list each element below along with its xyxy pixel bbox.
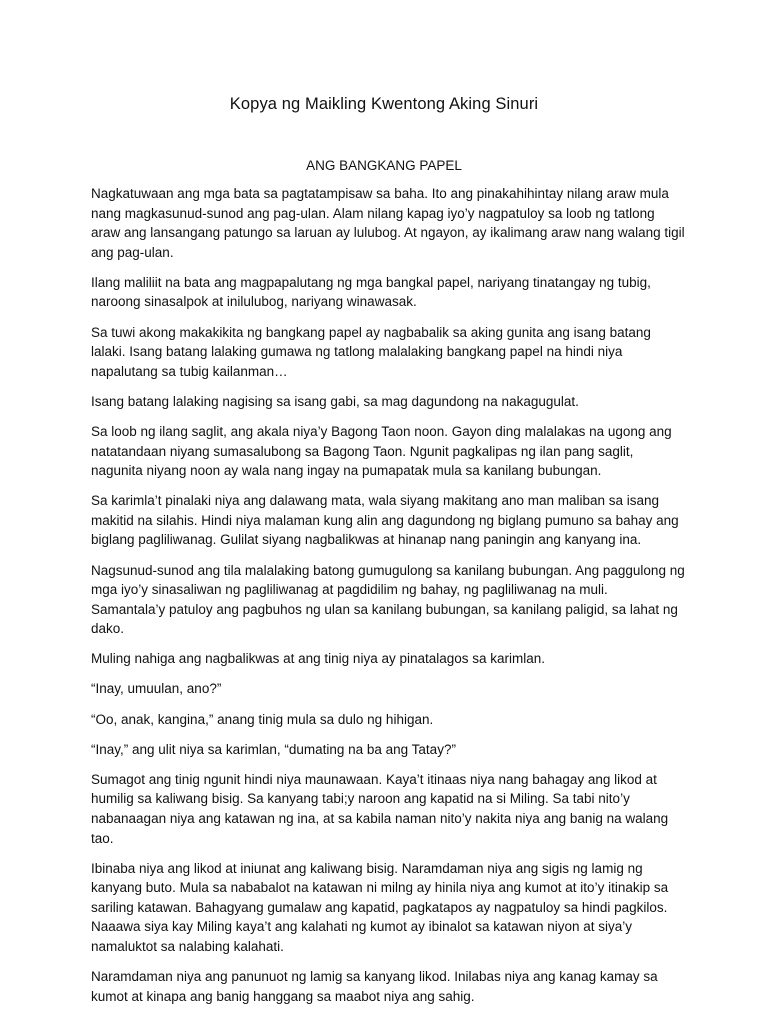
paragraph: Muling nahiga ang nagbalikwas at ang tinig niya ay pinatalagos sa karimlan.	[91, 651, 546, 667]
paragraph: Sumagot ang tinig ngunit hindi niya maunawaan. Kaya’t itinaas niya nang bahagay ang likod at humilig sa kaliwang bisig. Sa kanyang tabi;y naroon ang kapatid na si Miling. Sa tabi nito’y nabanaagan niya ang katawan ng ina, at sa kabila naman nito’y nakita niya ang banig na walang tao.	[91, 771, 669, 846]
paragraph: “Inay,” ang ulit niya sa karimlan, “dumating na ba ang Tatay?”	[91, 741, 456, 757]
paragraph: “Inay, umuulan, ano?”	[91, 681, 222, 697]
paragraph: Ilang maliliit na bata ang magpapalutang ng mga bangkal papel, nariyang tinatangay ng tubig, naroong sinasalpok at inilulubog, nariyang winawasak.	[91, 274, 651, 310]
paragraph: Sa tuwi akong makakikita ng bangkang papel ay nagbabalik sa aking gunita ang isang batang lalaki. Isang batang lalaking gumawa ng tatlong malalaking bangkang papel na hindi niya napalutang sa tubig kailanman…	[91, 324, 651, 379]
paragraph: Ibinaba niya ang likod at iniunat ang kaliwang bisig. Naramdaman niya ang sigis ng lamig ng kanyang buto. Mula sa nababalot na katawan ni milng ay hinila niya ang kumot at ito’y itinakip sa sariling katawan. Bahagyang gumalaw ang kapatid, pagkatapos ay nagpatuloy sa hindi pagkilos. Naaawa siya kay Miling kaya’t ang kalahati ng kumot ay ibinalot sa katawan niyon at siya’y namaluktot sa nalabing kalahati.	[91, 860, 669, 954]
paragraph: Nagsunud-sunod ang tila malalaking batong gumugulong sa kanilang bubungan. Ang paggulong ng mga iyo’y sinasaliwan ng pagliliwanag at pagdidilim ng bahay, ng pagliliwanag na muli. Samantala’y patuloy ang pagbuhos ng ulan sa kanilang bubungan, sa kanilang paligid, sa lahat ng dako.	[91, 562, 685, 637]
story-body	[91, 184, 685, 1017]
paragraph: Sa karimla’t pinalaki niya ang dalawang mata, wala siyang makitang ano man maliban sa isang makitid na silahis. Hindi niya malaman kung alin ang dagundong ng biglang pumuno sa bahay ang biglang pagliliwanag. Gulilat siyang nagbalikwas at hinanap nang paningin ang kanyang ina.	[91, 493, 679, 548]
paragraph: “Oo, anak, kangina,” anang tinig mula sa dulo ng hihigan.	[91, 711, 434, 727]
paragraph: Sa loob ng ilang saglit, ang akala niya’y Bagong Taon noon. Gayon ding malalakas na ugong ang natatandaan niyang sumasalubong sa Bagong Taon. Ngunit pagkalipas ng ilan pang saglit, nagunita niyang noon ay wala nang ingay na pumapatak mula sa kanilang bubungan.	[91, 423, 672, 479]
paragraph: Naramdaman niya ang panunuot ng lamig sa kanyang likod. Inilabas niya ang kanag kamay sa kumot at kinapa ang banig hanggang sa maabot niya ang sahig.	[91, 969, 658, 1004]
document-title: Kopya ng Maikling Kwentong Aking Sinuri	[229, 95, 539, 113]
story-title: ANG BANGKANG PAPEL	[306, 158, 462, 173]
paragraph: Nagkatuwaan ang mga bata sa pagtatampisaw sa baha. Ito ang pinakahihintay nilang araw mula nang magkasunud-sunod ang pag-ulan. Alam nilang kapag iyo’y nagpatuloy sa loob ng tatlong araw ang lansangang patungo sa laruan ay lulubog. At ngayon, ay ikalimang araw nang walang tigil ang pag-ulan.	[91, 186, 685, 260]
paragraph: Isang batang lalaking nagising sa isang gabi, sa mag dagundong na nakagugulat.	[91, 393, 579, 409]
